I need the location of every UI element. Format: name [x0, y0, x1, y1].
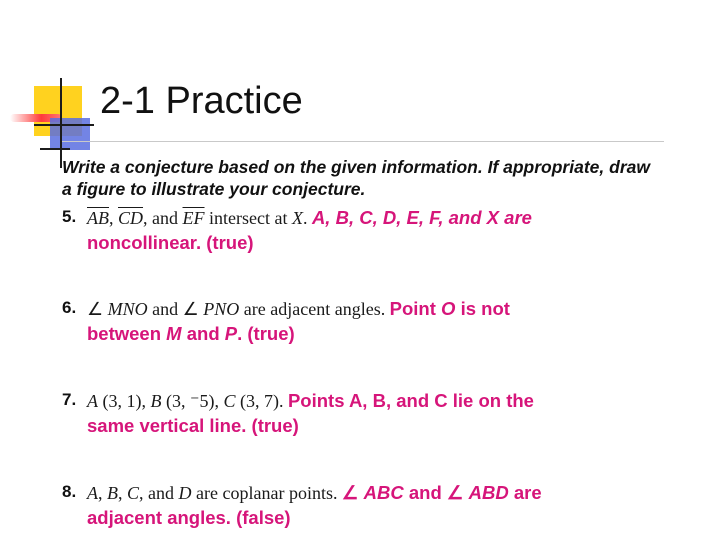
angle-icon: ∠: [182, 299, 199, 319]
problem-given: $\overline{AB}$, $\overline{CD}$, and $\overline{EF}$ intersect at X.: [87, 208, 308, 228]
problem-answer: ∠ ABC and ∠ ABD are: [341, 482, 542, 503]
angle-icon: ∠: [87, 299, 104, 319]
instructions: Write a conjecture based on the given information. If appropriate, draw a figure to illustrate your conjecture.: [62, 157, 650, 199]
problem-number: 7.: [62, 390, 77, 409]
problem-7: [62, 389, 672, 437]
problem-given: A (3, 1), B (3, ⁻5), C (3, 7).: [87, 391, 284, 411]
corner-ornament-line: [60, 78, 62, 168]
problem-number: 5.: [62, 207, 77, 226]
problem-number: 8.: [62, 482, 77, 501]
angle-icon: ∠: [446, 482, 464, 503]
problem-answer: A, B, C, D, E, F, and X are: [311, 207, 532, 228]
title-divider: [62, 141, 664, 142]
corner-ornament-line: [34, 124, 94, 126]
problem-answer-cont: same vertical line. (true): [87, 415, 299, 436]
angle-icon: ∠: [341, 482, 359, 503]
problem-answer-cont: noncollinear. (true): [87, 232, 254, 253]
problem-given: ∠ MNO and ∠ PNO are adjacent angles.: [87, 299, 386, 319]
corner-ornament-line: [40, 148, 70, 150]
problem-6: [62, 297, 672, 345]
problem-answer-cont: adjacent angles. (false): [87, 507, 291, 528]
problem-answer: Point O is not: [389, 298, 510, 319]
problem-answer-cont: between M and P. (true): [87, 323, 295, 344]
problem-5: [62, 206, 672, 254]
problem-8: [62, 481, 672, 529]
slide-title: 2-1 Practice: [100, 80, 303, 122]
problem-number: 6.: [62, 298, 77, 317]
problem-answer: Points A, B, and C lie on the: [287, 390, 534, 411]
corner-ornament-blue: [50, 118, 90, 150]
problem-given: A, B, C, and D are coplanar points.: [87, 483, 338, 503]
